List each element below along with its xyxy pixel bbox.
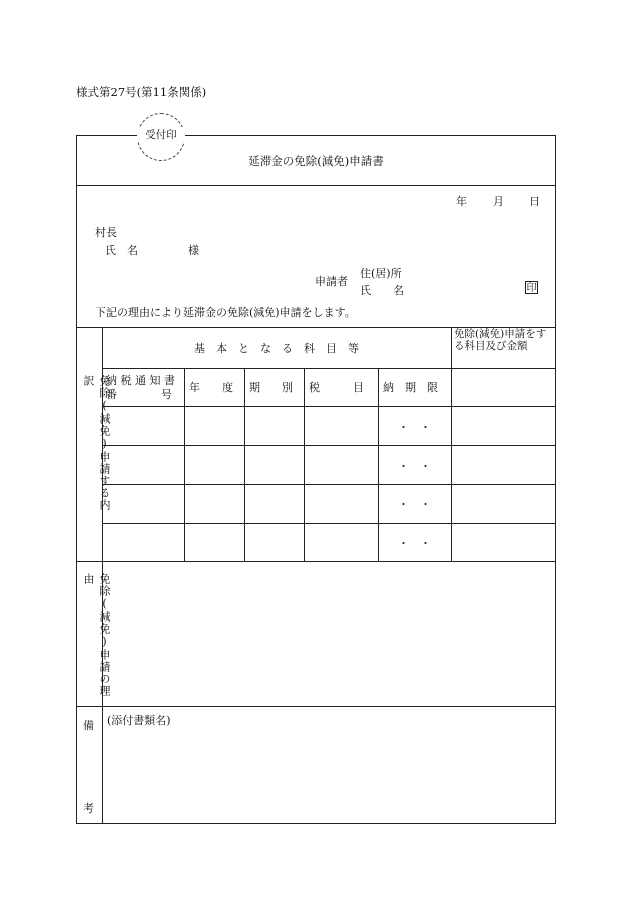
applicant-address-label: 住(居)所 <box>360 267 402 280</box>
date-day: 日 <box>529 195 540 208</box>
attachment-label: (添付書類名) <box>107 714 171 727</box>
document-title: 延滞金の免除(減免)申請書 <box>248 154 384 168</box>
reason-label: 免除(減免)申請の理由 <box>82 573 111 697</box>
breakdown-group-header: 基 本 と な る 科 目 等 <box>194 342 359 355</box>
remarks-label-top: 備 <box>83 719 94 732</box>
col-notice-number-2: 番 号 <box>106 388 172 401</box>
row-2-due-date: ・ ・ <box>398 460 431 473</box>
col-fiscal-year: 年 度 <box>189 381 233 394</box>
divider-title <box>77 185 555 186</box>
row-1-due-date: ・ ・ <box>398 421 431 434</box>
reception-stamp-label: 受付印 <box>137 127 185 142</box>
applicant-name-label: 氏 名 <box>360 284 404 297</box>
application-statement: 下記の理由により延滞金の免除(減免)申請をします。 <box>95 306 356 319</box>
date-month: 月 <box>493 195 504 208</box>
form-number: 様式第27号(第11条関係) <box>76 85 207 99</box>
col-notice-number-1: 納 税 通 知 書 <box>106 374 175 387</box>
addressee-name-label: 氏 名 <box>105 244 138 257</box>
remarks-label-bottom: 考 <box>83 802 94 815</box>
col-tax-item: 税 目 <box>309 381 364 394</box>
row-3-due-date: ・ ・ <box>398 498 431 511</box>
row-4-due-date: ・ ・ <box>398 537 431 550</box>
seal-mark: 印 <box>526 283 537 294</box>
breakdown-side-label: 免除(減免)申請する内訳 <box>82 375 111 511</box>
col-period: 期 別 <box>249 381 293 394</box>
addressee-title: 村長 <box>95 226 117 239</box>
divider-reason <box>77 706 555 707</box>
col-due-date: 納 期 限 <box>383 381 438 394</box>
divider-breakdown <box>77 561 555 562</box>
amount-header: 免除(減免)申請をする科目及び金額 <box>454 328 547 352</box>
date-year: 年 <box>456 195 467 208</box>
addressee-honorific: 様 <box>188 244 199 257</box>
applicant-label: 申請者 <box>315 275 348 288</box>
